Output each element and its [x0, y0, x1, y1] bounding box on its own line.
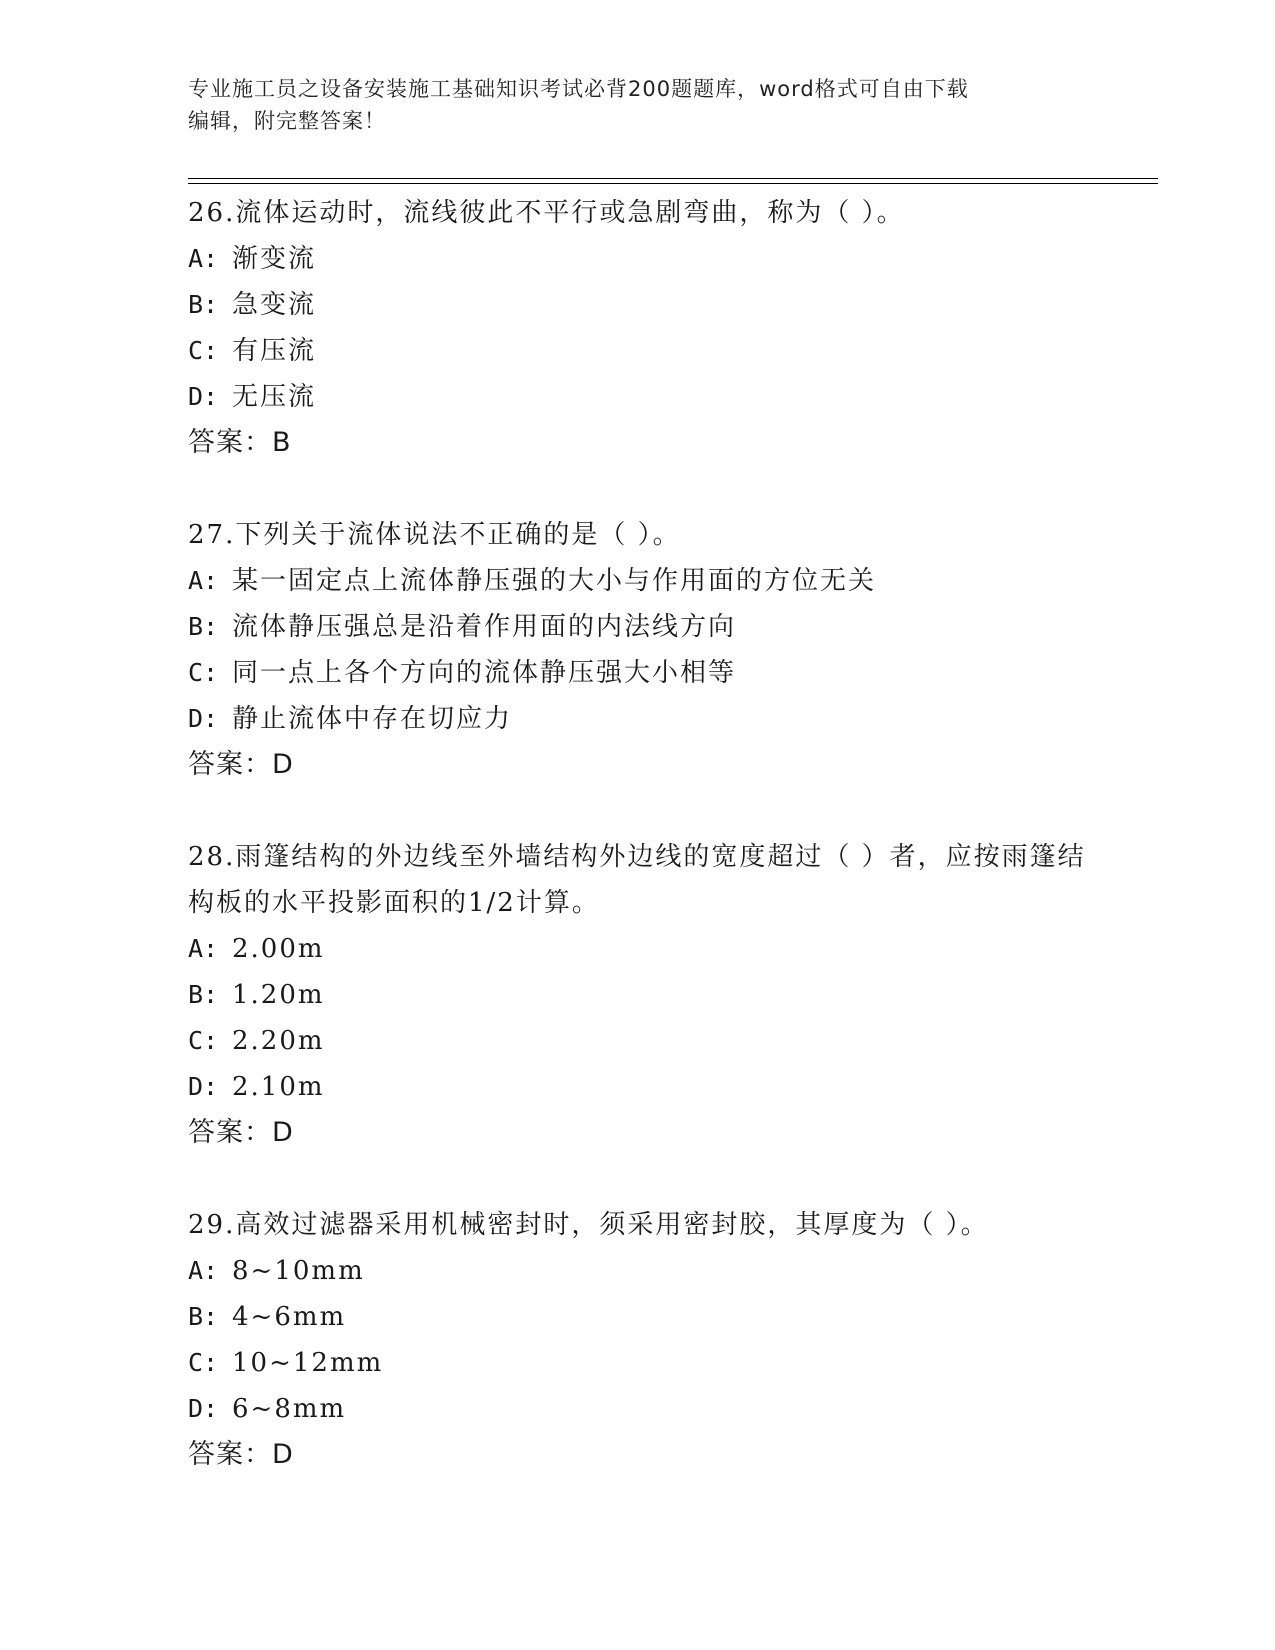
- question-27: [188, 512, 1088, 788]
- option-letter: C:: [188, 1026, 219, 1055]
- question-stem: 28.雨篷结构的外边线至外墙结构外边线的宽度超过（ ）者，应按雨篷结构板的水平投影面积的1/2计算。: [188, 842, 1086, 918]
- question-stem: 26.流体运动时，流线彼此不平行或急剧弯曲，称为（ ）。: [188, 198, 905, 228]
- question-29: [188, 1202, 1088, 1478]
- option-c: [188, 1340, 1088, 1386]
- option-text: 2.20m: [232, 1026, 325, 1056]
- question-28: [188, 834, 1088, 1156]
- header-line-2: 编辑，附完整答案！: [188, 109, 386, 133]
- option-letter: C:: [188, 658, 219, 687]
- option-a: [188, 1248, 1088, 1294]
- option-c: [188, 1018, 1088, 1064]
- option-text: 8~10mm: [232, 1256, 365, 1286]
- option-text: 2.00m: [232, 934, 325, 964]
- option-letter: A:: [188, 934, 219, 963]
- option-letter: B:: [188, 612, 219, 641]
- option-text: 6~8mm: [232, 1394, 347, 1424]
- option-text: 流体静压强总是沿着作用面的内法线方向: [232, 612, 737, 642]
- option-text: 10~12mm: [232, 1348, 384, 1378]
- option-b: [188, 282, 1088, 328]
- question-list: [188, 190, 1088, 1524]
- option-text: 2.10m: [232, 1072, 325, 1102]
- option-letter: D:: [188, 1394, 219, 1423]
- header-divider-top: [188, 178, 1158, 179]
- option-text: 静止流体中存在切应力: [232, 704, 513, 734]
- option-text: 渐变流: [232, 244, 317, 274]
- option-text: 有压流: [232, 336, 317, 366]
- header-line-1: 专业施工员之设备安装施工基础知识考试必背200题题库，word格式可自由下载: [188, 77, 969, 101]
- option-letter: A:: [188, 244, 219, 273]
- option-letter: B:: [188, 1302, 219, 1331]
- option-d: [188, 1064, 1088, 1110]
- option-letter: D:: [188, 704, 219, 733]
- option-text: 急变流: [232, 290, 317, 320]
- question-stem: 29.高效过滤器采用机械密封时，须采用密封胶，其厚度为（ ）。: [188, 1210, 989, 1240]
- option-letter: A:: [188, 566, 219, 595]
- option-b: [188, 604, 1088, 650]
- option-a: [188, 236, 1088, 282]
- header-divider-bottom: [188, 183, 1158, 184]
- option-letter: C:: [188, 1348, 219, 1377]
- answer-line: 答案：D: [188, 1117, 294, 1148]
- option-c: [188, 650, 1088, 696]
- option-text: 某一固定点上流体静压强的大小与作用面的方位无关: [232, 566, 877, 596]
- option-letter: B:: [188, 290, 219, 319]
- option-letter: C:: [188, 336, 219, 365]
- option-c: [188, 328, 1088, 374]
- question-stem: 27.下列关于流体说法不正确的是（ ）。: [188, 520, 681, 550]
- option-b: [188, 1294, 1088, 1340]
- option-d: [188, 1386, 1088, 1432]
- option-text: 1.20m: [232, 980, 325, 1010]
- option-b: [188, 972, 1088, 1018]
- option-letter: B:: [188, 980, 219, 1009]
- option-text: 4~6mm: [232, 1302, 347, 1332]
- answer-line: 答案：D: [188, 1439, 294, 1470]
- option-letter: A:: [188, 1256, 219, 1285]
- answer-line: 答案：B: [188, 427, 292, 458]
- option-d: [188, 696, 1088, 742]
- answer-line: 答案：D: [188, 749, 294, 780]
- question-26: [188, 190, 1088, 466]
- option-a: [188, 926, 1088, 972]
- option-letter: D:: [188, 1072, 219, 1101]
- option-text: 同一点上各个方向的流体静压强大小相等: [232, 658, 737, 688]
- option-text: 无压流: [232, 382, 317, 412]
- option-a: [188, 558, 1088, 604]
- option-d: [188, 374, 1088, 420]
- option-letter: D:: [188, 382, 219, 411]
- document-header: [188, 73, 1088, 137]
